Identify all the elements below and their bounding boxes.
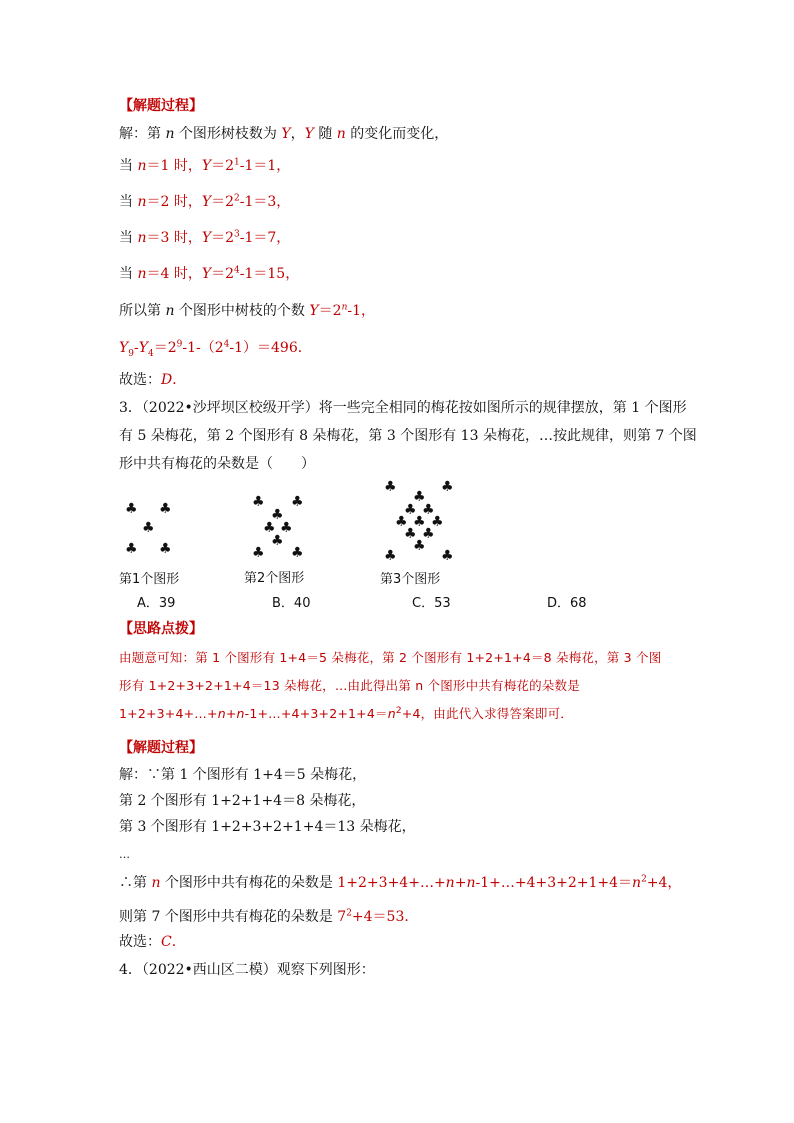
q3-stem-line-2: 有 5 朵梅花，第 2 个图形有 8 朵梅花，第 3 个图形有 13 朵梅花，…按此规律，则第 7 个图 bbox=[119, 428, 697, 444]
q4-stem: 4．（2022•西山区二模）观察下列图形： bbox=[119, 962, 375, 978]
club-icon: ♣ bbox=[252, 494, 265, 510]
solution2-ellipsis: … bbox=[119, 848, 130, 861]
q3-stem-line-3: 形中共有梅花的朵数是（ ） bbox=[119, 456, 315, 472]
hint-line-3: $1+2+3+4+\dots+n+n-1+\dots+4+3+2+1+4=n^2+4$，由此代入求得答案即可． bbox=[119, 705, 573, 721]
club-icon: ♣ bbox=[404, 502, 417, 518]
club-icon: ♣ bbox=[431, 514, 444, 530]
hint-line-2: 形有 1+2+3+2+1+4＝13 朵梅花，…由此得出第 n 个图形中共有梅花的朵数是 bbox=[119, 678, 580, 693]
solution2-seventh-line: 则第 7 个图形中共有梅花的朵数是 $7^2+4=53$． bbox=[119, 908, 419, 925]
club-icon: ♣ bbox=[125, 541, 138, 557]
case-line-3: 当 n＝3 时，$Y=2^3-1=7$， bbox=[119, 229, 291, 246]
solution2-line-2: 第 2 个图形有 1+2+1+4＝8 朵梅花， bbox=[119, 793, 366, 809]
q3-stem-line-1: 3．（2022•沙坪坝区校级开学）将一些完全相同的梅花按如图所示的规律摆放，第 1 个图形 bbox=[119, 400, 687, 416]
answer-line-2: 故选：C． bbox=[119, 934, 186, 950]
solution2-nth-line: ∴第 n 个图形中共有梅花的朵数是 $1+2+3+4+\dots+n+n-1+\dots+4+3+2+1+4=n^2+4$， bbox=[119, 874, 682, 891]
option-b: B．40 bbox=[272, 596, 311, 611]
club-icon: ♣ bbox=[395, 514, 408, 530]
section-header-solution-2: 【解题过程】 bbox=[119, 740, 203, 756]
club-icon: ♣ bbox=[159, 501, 172, 517]
club-icon: ♣ bbox=[413, 514, 426, 530]
option-c: C．53 bbox=[412, 596, 451, 611]
answer-line-1: 故选：D． bbox=[119, 372, 187, 388]
option-d: D．68 bbox=[547, 596, 587, 611]
club-icon: ♣ bbox=[422, 526, 435, 542]
solution2-line-1: 解：∵第 1 个图形有 1+4＝5 朵梅花， bbox=[119, 767, 367, 783]
club-icon: ♣ bbox=[291, 494, 304, 510]
club-icon: ♣ bbox=[384, 548, 397, 564]
section-header-hint: 【思路点拨】 bbox=[119, 621, 203, 637]
club-icon: ♣ bbox=[142, 520, 155, 536]
club-icon: ♣ bbox=[384, 479, 397, 495]
club-icon: ♣ bbox=[159, 541, 172, 557]
case-line-4: 当 n＝4 时，$Y=2^4-1=15$， bbox=[119, 265, 300, 282]
club-icon: ♣ bbox=[422, 502, 435, 518]
hint-line-1: 由题意可知：第 1 个图形有 1+4＝5 朵梅花，第 2 个图形有 1+2+1+4＝8 朵梅花，第 3 个图 bbox=[119, 650, 662, 665]
club-icon: ♣ bbox=[413, 489, 426, 505]
figure-label-2: 第2个图形 bbox=[244, 571, 305, 586]
case-line-1: 当 n＝1 时，$Y=2^1-1=1$， bbox=[119, 157, 291, 174]
club-icon: ♣ bbox=[291, 545, 304, 561]
figure-label-3: 第3个图形 bbox=[380, 572, 441, 587]
club-icon: ♣ bbox=[263, 520, 276, 536]
solution2-line-3: 第 3 个图形有 1+2+3+2+1+4＝13 朵梅花， bbox=[119, 819, 416, 835]
case-line-2: 当 n＝2 时，$Y=2^2-1=3$， bbox=[119, 193, 291, 210]
club-icon: ♣ bbox=[441, 479, 454, 495]
general-formula-line: 所以第 n 个图形中树枝的个数 $Y=2^n-1$， bbox=[119, 302, 375, 319]
club-icon: ♣ bbox=[280, 520, 293, 536]
club-icon: ♣ bbox=[125, 501, 138, 517]
option-a: A．39 bbox=[137, 596, 176, 611]
club-icon: ♣ bbox=[271, 507, 284, 523]
section-header-solution-1: 【解题过程】 bbox=[119, 98, 203, 114]
club-icon: ♣ bbox=[252, 545, 265, 561]
club-icon: ♣ bbox=[271, 533, 284, 549]
club-icon: ♣ bbox=[404, 526, 417, 542]
club-icon: ♣ bbox=[413, 538, 426, 554]
figure-label-1: 第1个图形 bbox=[119, 572, 180, 587]
difference-line: $Y_9-Y_4=2^9-1-(2^4-1)=496$． bbox=[119, 339, 312, 359]
club-icon: ♣ bbox=[441, 548, 454, 564]
solution-intro: 解：第 n 个图形树枝数为 Y，Y 随 n 的变化而变化， bbox=[119, 126, 449, 142]
